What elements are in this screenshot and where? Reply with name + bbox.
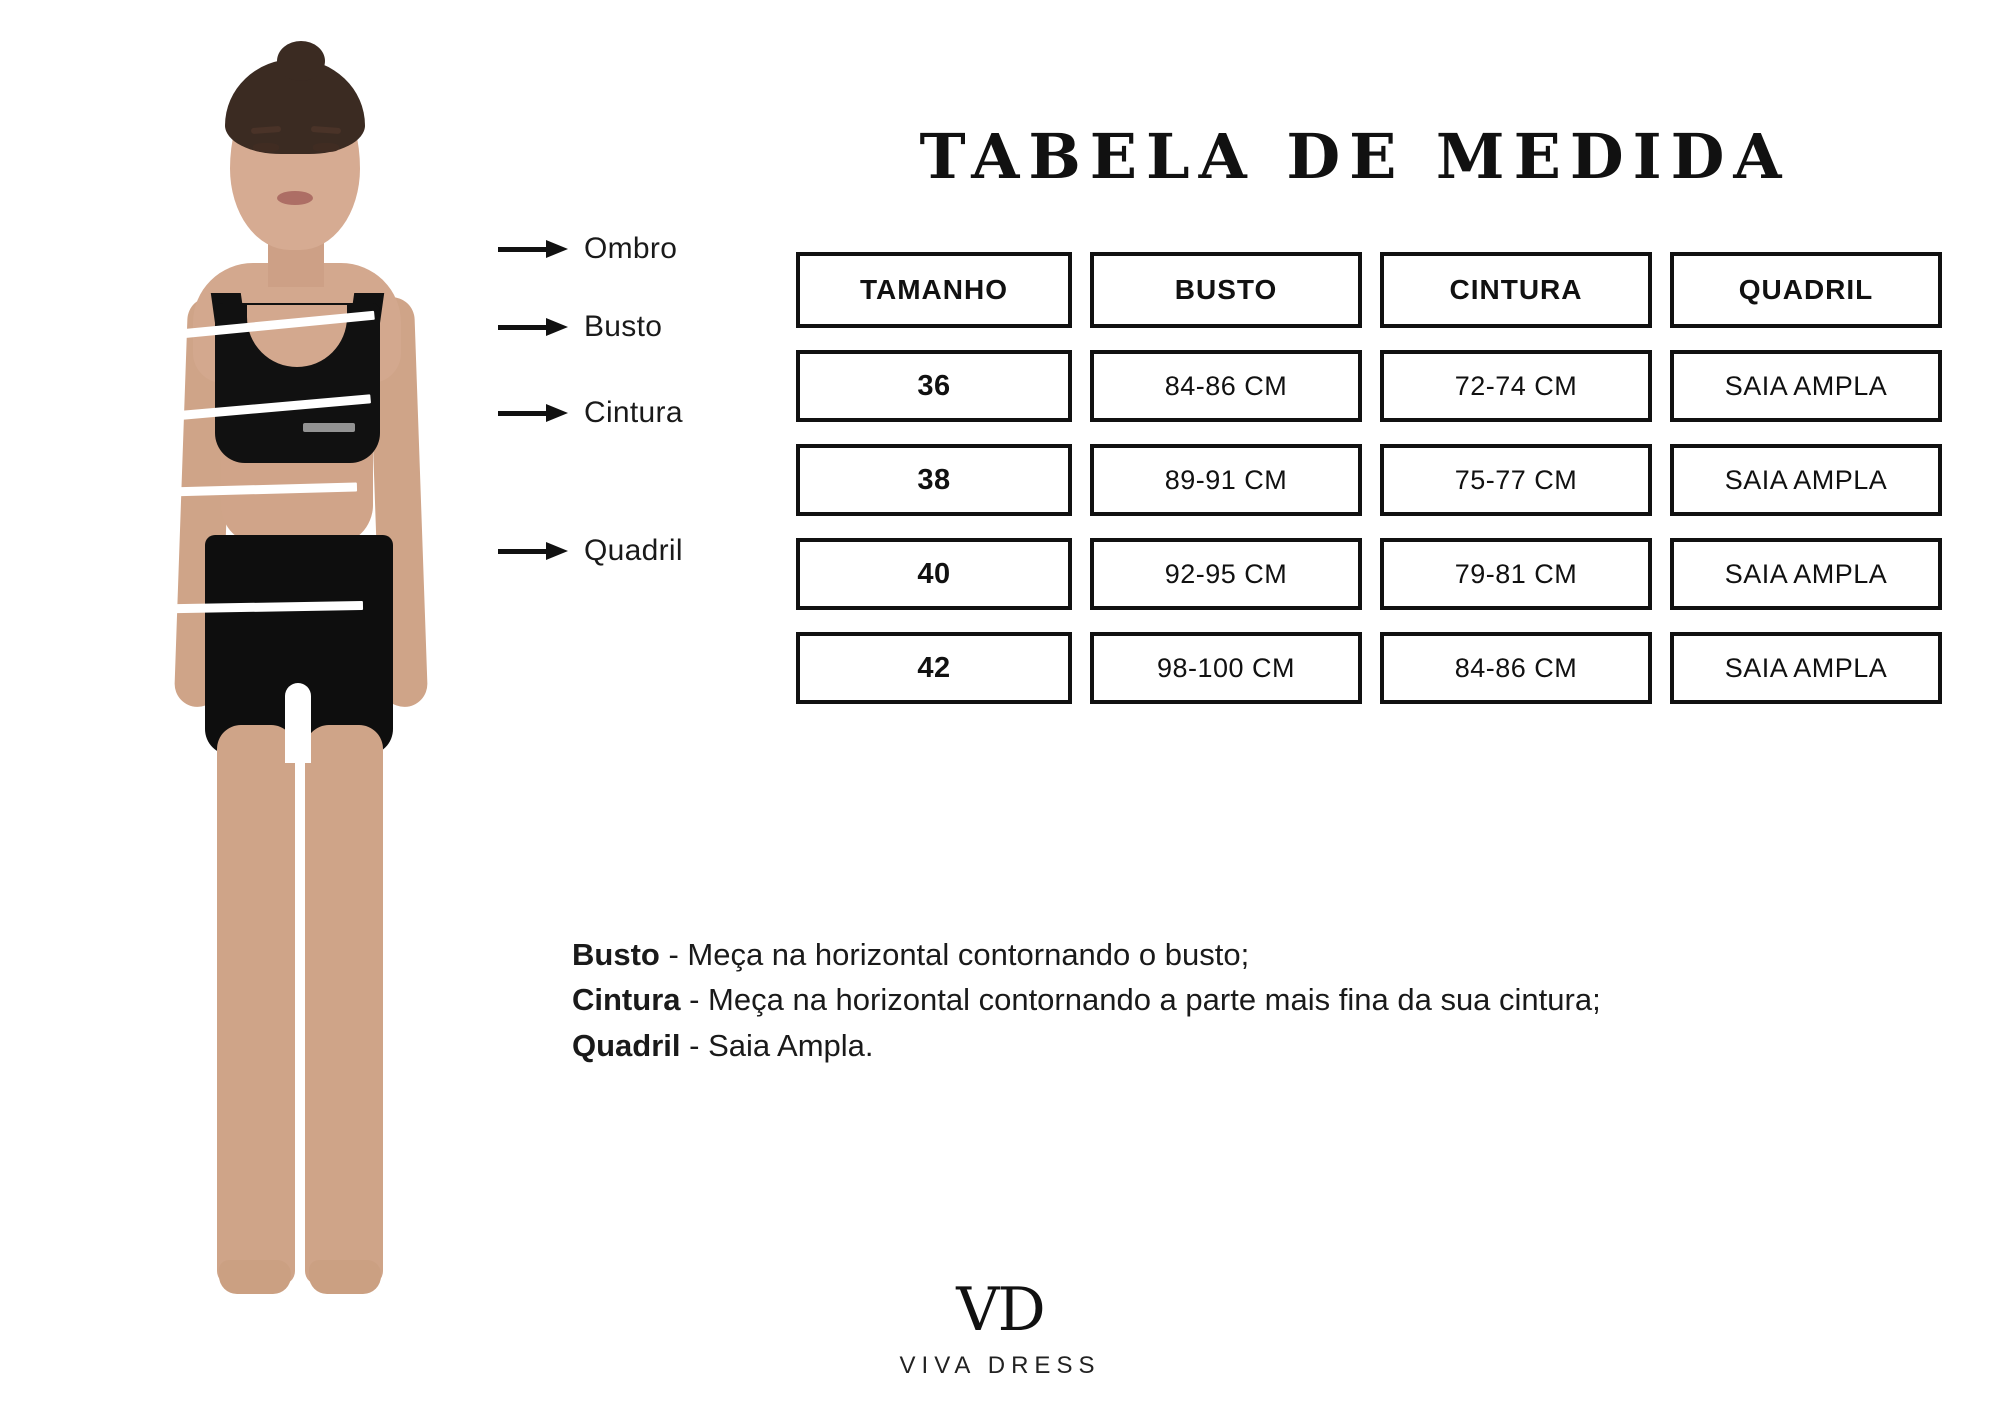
table-header-row [796,252,1946,328]
column-header-tamanho: TAMANHO [796,252,1072,328]
cell-busto: 84-86 CM [1090,350,1362,422]
arrow-right-icon [498,408,568,418]
column-header-quadril: QUADRIL [1670,252,1942,328]
cell-busto: 98-100 CM [1090,632,1362,704]
cell-quadril: SAIA AMPLA [1670,632,1942,704]
model-leg-gap [285,683,311,763]
table-row [796,632,1946,704]
diagram-label-busto-text: Busto [584,310,663,343]
model-right-eye [313,143,339,152]
instruction-cintura [572,977,1932,1022]
cell-tamanho: 42 [796,632,1072,704]
diagram-label-cintura [498,396,683,430]
cell-busto: 92-95 CM [1090,538,1362,610]
arrow-right-icon [498,322,568,332]
instruction-busto-term: Busto [572,937,660,972]
cell-quadril: SAIA AMPLA [1670,444,1942,516]
instruction-busto-text: - Meça na horizontal contornando o busto; [659,937,1250,972]
brand-name: VIVA DRESS [899,1352,1101,1379]
cell-busto: 89-91 CM [1090,444,1362,516]
instruction-cintura-text: - Meça na horizontal contornando a parte mais fina da sua cintura; [680,982,1601,1018]
arrow-right-icon [498,546,568,556]
instruction-quadril-text: - Saia Ampla. [680,1027,874,1063]
model-lips [277,191,313,205]
model-left-leg [217,725,295,1285]
instruction-quadril [572,1023,1932,1068]
diagram-label-cintura-text: Cintura [584,396,683,429]
page-title: TABELA DE MEDIDA [919,120,1791,193]
top-brand-tag [303,423,355,432]
model-right-leg [305,725,383,1285]
cell-tamanho: 38 [796,444,1072,516]
column-header-cintura: CINTURA [1380,252,1652,328]
cell-quadril: SAIA AMPLA [1670,538,1942,610]
arrow-right-icon [498,244,568,254]
cell-cintura: 79-81 CM [1380,538,1652,610]
cell-cintura: 75-77 CM [1380,444,1652,516]
cell-cintura: 84-86 CM [1380,632,1652,704]
brand-monogram: VD [956,1275,1044,1345]
model-hair-bun [277,41,325,81]
measurement-diagram [0,0,760,1414]
cell-cintura: 72-74 CM [1380,350,1652,422]
measurement-instructions [572,932,1932,1068]
table-row [796,538,1946,610]
diagram-label-ombro-text: Ombro [584,232,678,265]
table-row [796,444,1946,516]
diagram-label-quadril-text: Quadril [584,534,683,567]
diagram-label-ombro [498,232,677,266]
model-left-eye [253,143,279,152]
diagram-label-quadril [498,534,683,568]
size-table [796,252,1946,726]
cell-tamanho: 36 [796,350,1072,422]
instruction-cintura-term: Cintura [572,982,681,1018]
cell-tamanho: 40 [796,538,1072,610]
brand-footer [0,1275,2000,1380]
model-figure [125,65,475,1355]
diagram-label-busto [498,310,662,344]
instruction-quadril-term: Quadril [572,1027,681,1063]
table-row [796,350,1946,422]
column-header-busto: BUSTO [1090,252,1362,328]
instruction-busto [572,932,1932,977]
cell-quadril: SAIA AMPLA [1670,350,1942,422]
